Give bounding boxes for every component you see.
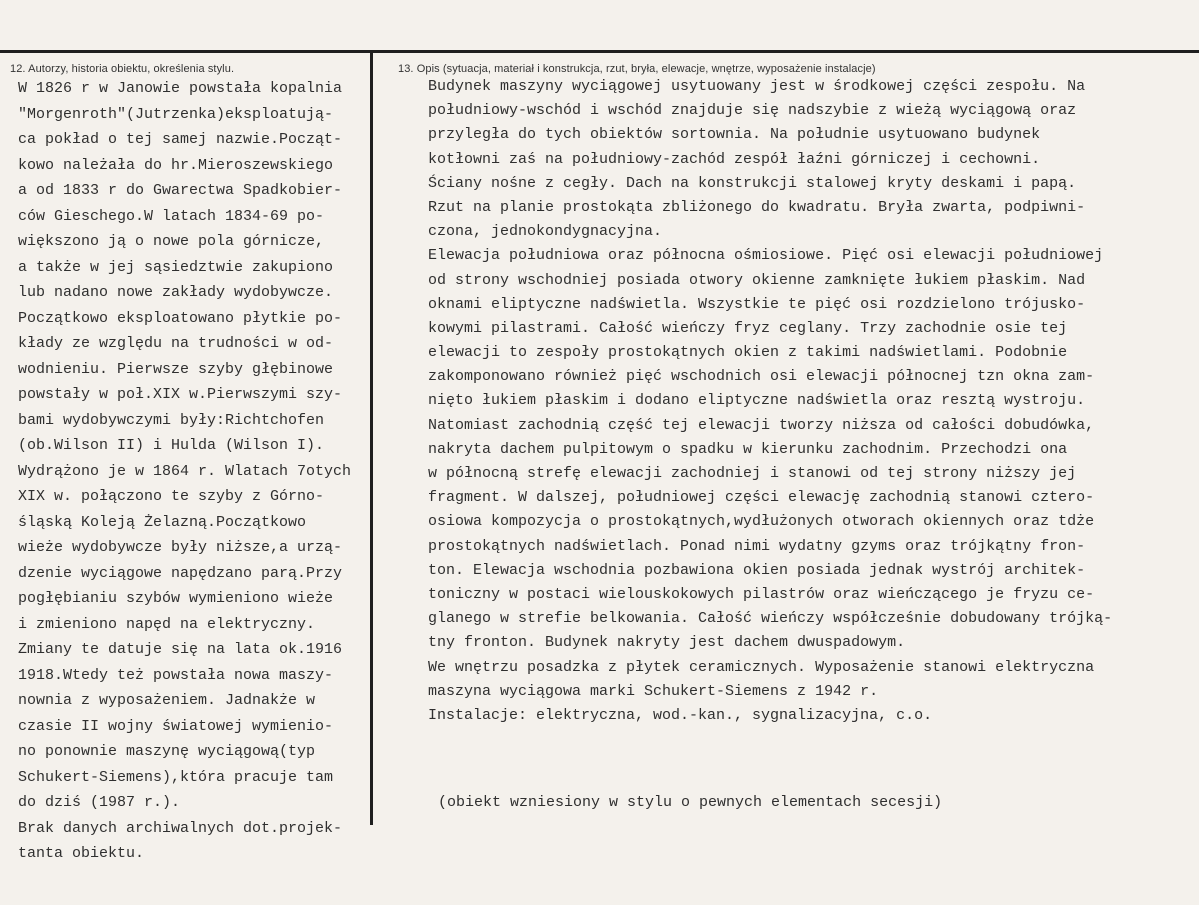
text-line: no ponownie maszynę wyciągową(typ bbox=[18, 743, 316, 760]
text-line: W 1826 r w Janowie powstała kopalnia bbox=[18, 80, 343, 97]
text-line: od strony wschodniej posiada otwory okienne zamknięte łukiem płaskim. Nad bbox=[428, 271, 1086, 289]
text-line: południowy-wschód i wschód znajduje się nadszybie z wieżą wyciągową oraz bbox=[428, 102, 1077, 120]
text-line: tanta obiektu. bbox=[18, 845, 145, 862]
text-line: (ob.Wilson II) i Hulda (Wilson I). bbox=[18, 437, 325, 454]
text-line: a od 1833 r do Gwarectwa Spadkobier- bbox=[18, 182, 343, 199]
text-line: kowo należała do hr.Mieroszewskiego bbox=[18, 156, 334, 174]
text-line: Brak danych archiwalnych dot.projek- bbox=[18, 819, 343, 837]
text-line: pogłębianiu szybów wymieniono wieże bbox=[18, 590, 334, 607]
text-line: Natomiast zachodnią część tej elewacji tworzy niższa od całości dobudówka, bbox=[428, 416, 1095, 434]
text-line: Instalacje: elektryczna, wod.-kan., sygnalizacyjna, c.o. bbox=[428, 706, 933, 724]
right-section-text bbox=[428, 75, 1188, 728]
text-line: Zmiany te datuje się na lata ok.1916 bbox=[18, 641, 343, 658]
text-line: Wydrążono je w 1864 r. Wlatach 7otych bbox=[18, 462, 352, 480]
text-line: 1918.Wtedy też powstała nowa maszy- bbox=[18, 666, 334, 684]
text-line: kłady ze względu na trudności w od- bbox=[18, 335, 334, 352]
text-line: fragment. W dalszej, południowej części elewację zachodnią stanowi cztero- bbox=[428, 489, 1095, 507]
text-line: kotłowni zaś na południowy-zachód zespół łaźni górniczej i cechowni. bbox=[428, 150, 1041, 168]
text-line: osiowa kompozycja o prostokątnych,wydłużonych otworach okiennych oraz tdże bbox=[428, 513, 1095, 531]
text-line: Początkowo eksploatowano płytkie po- bbox=[18, 309, 343, 327]
text-line: ca pokład o tej samej nazwie.Począt- bbox=[18, 131, 343, 148]
text-line: Budynek maszyny wyciągowej usytuowany jest w środkowej części zespołu. Na bbox=[428, 78, 1086, 95]
text-line: nięto łukiem płaskim i dodano eliptyczne nadświetla oraz resztą wystroju. bbox=[428, 392, 1086, 410]
text-line: nakryta dachem pulpitowym o spadku w kierunku zachodnim. Przechodzi ona bbox=[428, 440, 1068, 458]
text-line: Ściany nośne z cegły. Dach na konstrukcji stalowej kryty deskami i papą. bbox=[428, 174, 1077, 192]
text-line: wodnieniu. Pierwsze szyby głębinowe bbox=[18, 360, 334, 378]
text-line: powstały w poł.XIX w.Pierwszymi szy- bbox=[18, 386, 343, 403]
text-line: tny fronton. Budynek nakryty jest dachem dwuspadowym. bbox=[428, 634, 906, 652]
text-line: maszyna wyciągowa marki Schukert-Siemens z 1942 r. bbox=[428, 682, 879, 700]
text-line: bami wydobywczymi były:Richtchofen bbox=[18, 411, 325, 429]
text-line: prostokątnych nadświetlach. Ponad nimi wydatny gzyms oraz trójkątny fron- bbox=[428, 537, 1086, 555]
text-line: ton. Elewacja wschodnia pozbawiona okien posiada jednak wystrój architek- bbox=[428, 561, 1086, 579]
text-line: nownia z wyposażeniem. Jadnakże w bbox=[18, 692, 316, 709]
text-line: a także w jej sąsiedztwie zakupiono bbox=[18, 258, 334, 276]
left-section-header: 12. Autorzy, historia obiektu, określenia stylu. bbox=[10, 63, 235, 75]
text-line: Rzut na planie prostokąta zbliżonego do kwadratu. Bryła zwarta, podpiwni- bbox=[428, 198, 1086, 216]
text-line: przyległa do tych obiektów sortownia. Na południe usytuowano budynek bbox=[428, 126, 1041, 144]
text-line: Schukert-Siemens),która pracuje tam bbox=[18, 768, 334, 786]
text-line: XIX w. połączono te szyby z Górno- bbox=[18, 488, 325, 505]
text-line: dzenie wyciągowe napędzano parą.Przy bbox=[18, 564, 343, 582]
text-line: czona, jednokondygnacyjna. bbox=[428, 223, 663, 241]
text-line: w północną strefę elewacji zachodniej i stanowi od tej strony niższy jej bbox=[428, 465, 1077, 482]
text-line: oknami eliptyczne nadświetla. Wszystkie te pięć osi rozdzielono trójusko- bbox=[428, 295, 1086, 313]
text-line: większono ją o nowe pola górnicze, bbox=[18, 233, 325, 250]
text-line: "Morgenroth"(Jutrzenka)eksploatują- bbox=[18, 105, 334, 123]
top-rule bbox=[0, 50, 1199, 53]
text-line: zakomponowano również pięć wschodnich osi elewacji północnej tzn okna zam- bbox=[428, 368, 1095, 386]
text-line: śląską Koleją Żelazną.Początkowo bbox=[18, 513, 307, 531]
text-line: toniczny w postaci wielouskokowych pilastrów oraz wieńczącego je fryzu ce- bbox=[428, 585, 1095, 603]
text-line: do dziś (1987 r.). bbox=[18, 794, 181, 811]
text-line: i zmieniono napęd na elektryczny. bbox=[18, 615, 316, 633]
left-section-text bbox=[18, 76, 368, 867]
text-line: wieże wydobywcze były niższe,a urzą- bbox=[18, 539, 343, 556]
text-line: Elewacja południowa oraz północna ośmiosiowe. Pięć osi elewacji południowej bbox=[428, 247, 1104, 265]
text-line: czasie II wojny światowej wymienio- bbox=[18, 717, 334, 735]
column-divider bbox=[370, 52, 373, 825]
right-section-header: 13. Opis (sytuacja, materiał i konstrukcja, rzut, bryła, elewacje, wnętrze, wyposażenie instalacje) bbox=[398, 63, 876, 75]
style-note: (obiekt wzniesiony w stylu o pewnych elementach secesji) bbox=[438, 794, 943, 811]
text-line: glanego w strefie belkowania. Całość wieńczy współcześnie dobudowany trójką- bbox=[428, 610, 1113, 628]
text-line: We wnętrzu posadzka z płytek ceramicznych. Wyposażenie stanowi elektryczna bbox=[428, 658, 1095, 676]
text-line: ców Gieschego.W latach 1834-69 po- bbox=[18, 207, 325, 225]
text-line: elewacji to zespoły prostokątnych okien z takimi nadświetlami. Podobnie bbox=[428, 344, 1068, 362]
text-line: lub nadano nowe zakłady wydobywcze. bbox=[18, 284, 334, 301]
text-line: kowymi pilastrami. Całość wieńczy fryz ceglany. Trzy zachodnie osie tej bbox=[428, 319, 1068, 337]
